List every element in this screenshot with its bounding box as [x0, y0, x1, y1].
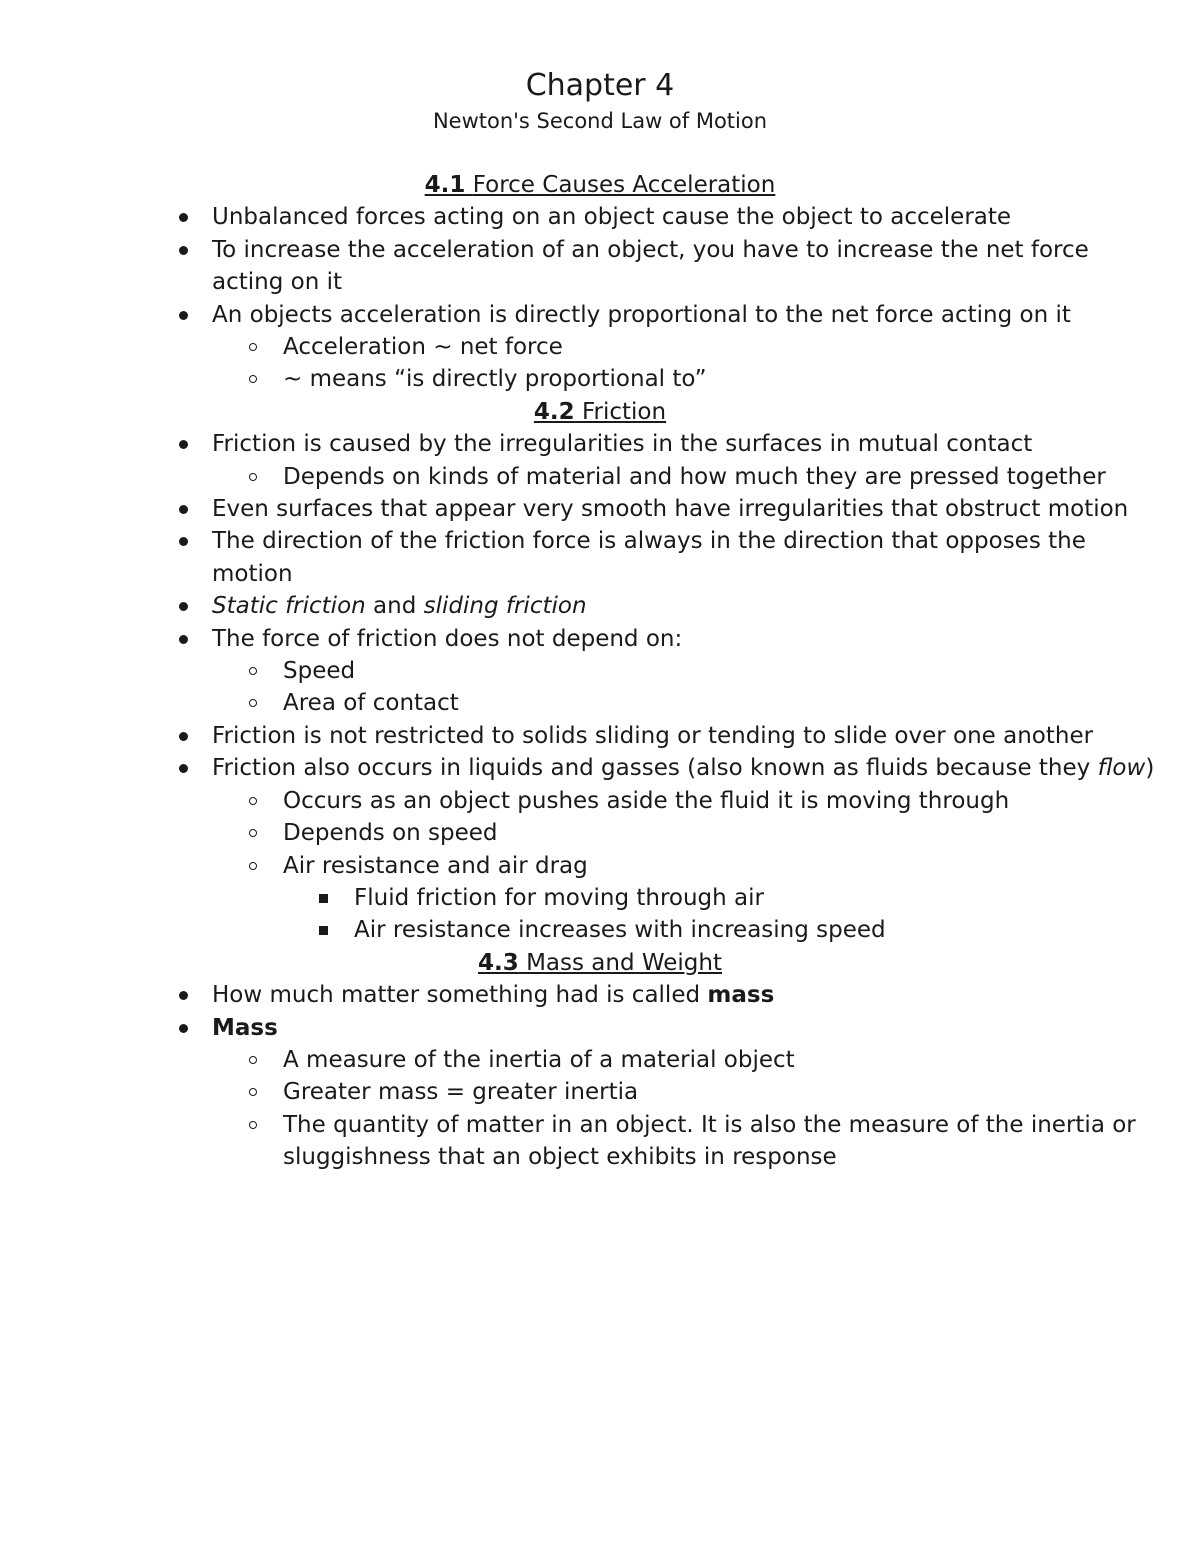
sub-list-item: [0, 363, 1200, 395]
bullet-dot-icon: [179, 213, 188, 222]
list-item-text: Depends on speed: [283, 820, 498, 847]
list-item: [0, 525, 1200, 590]
sub-sub-list-item: [0, 882, 1200, 914]
bullet-dot-icon: [179, 1024, 188, 1033]
bullet-dot-icon: [179, 505, 188, 514]
bullet-dot-icon: [179, 635, 188, 644]
bold-term: mass: [707, 982, 775, 1009]
section-number: 4.1: [424, 172, 466, 198]
bullet-circle-icon: [249, 667, 257, 675]
sub-list-item: [0, 1109, 1200, 1174]
sub-list-item: [0, 687, 1200, 719]
bullet-dot-icon: [179, 311, 188, 320]
bullet-circle-icon: [249, 343, 257, 351]
bullet-dot-icon: [179, 732, 188, 741]
list-item-text: The quantity of matter in an object. It is also the measure of the inertia or sluggishness that an object exhibits in response: [283, 1111, 1136, 1171]
section-list-4-2: [0, 428, 1200, 947]
list-item-text: Air resistance and air drag: [283, 852, 588, 879]
list-item: [0, 201, 1200, 233]
list-item: [0, 752, 1200, 784]
sub-list-item: [0, 850, 1200, 882]
bullet-square-icon: [319, 894, 328, 903]
list-item-text: Acceleration ~ net force: [283, 334, 563, 361]
sub-list-item: [0, 1044, 1200, 1076]
section-title: Force Causes Acceleration: [472, 172, 776, 198]
list-item-text: Area of contact: [283, 690, 459, 717]
page-title: Chapter 4: [525, 68, 675, 103]
list-item-text: Occurs as an object pushes aside the fluid it is moving through: [283, 787, 1010, 814]
sub-list-item: [0, 655, 1200, 687]
bullet-dot-icon: [179, 246, 188, 255]
bullet-circle-icon: [249, 1121, 257, 1129]
section-number: 4.3: [478, 949, 519, 976]
section-title: Friction: [581, 398, 667, 425]
sub-list-item: [0, 331, 1200, 363]
bullet-dot-icon: [179, 602, 188, 611]
bullet-circle-icon: [249, 829, 257, 837]
list-item: [0, 299, 1200, 331]
list-item: [0, 979, 1200, 1011]
sub-list-item: [0, 785, 1200, 817]
italic-term: Static friction: [212, 593, 366, 620]
bullet-dot-icon: [179, 764, 188, 773]
list-item-text: and: [365, 593, 424, 620]
list-item-text: Speed: [283, 658, 356, 685]
bullet-circle-icon: [249, 473, 257, 481]
list-item-text: Depends on kinds of material and how much they are pressed together: [283, 463, 1106, 490]
list-item-text: Friction is not restricted to solids sliding or tending to slide over one another: [212, 722, 1094, 749]
bullet-square-icon: [319, 926, 328, 935]
list-item: [0, 720, 1200, 752]
sub-list-item: [0, 461, 1200, 493]
notes-body: [0, 169, 1200, 1174]
list-item-text: The force of friction does not depend on:: [212, 625, 683, 652]
page-subtitle: Newton's Second Law of Motion: [432, 109, 768, 133]
bullet-circle-icon: [249, 797, 257, 805]
section-title: Mass and Weight: [526, 949, 722, 976]
list-item: [0, 1012, 1200, 1044]
list-item: [0, 234, 1200, 299]
bullet-circle-icon: [249, 375, 257, 383]
bullet-circle-icon: [249, 1088, 257, 1096]
list-item: [0, 428, 1200, 460]
bold-term: Mass: [212, 1014, 278, 1041]
list-item: [0, 623, 1200, 655]
bullet-dot-icon: [179, 537, 188, 546]
list-item-text: Greater mass = greater inertia: [283, 1079, 639, 1106]
bullet-circle-icon: [249, 862, 257, 870]
list-item-text: Even surfaces that appear very smooth have irregularities that obstruct motion: [212, 496, 1129, 523]
bullet-dot-icon: [179, 991, 188, 1000]
list-item-text: Friction also occurs in liquids and gasses (also known as fluids because they: [212, 755, 1098, 782]
sub-list-item: [0, 1076, 1200, 1108]
list-item-text: ~ means “is directly proportional to”: [283, 366, 707, 393]
italic-term: flow: [1097, 755, 1146, 782]
list-item-text: The direction of the friction force is always in the direction that opposes the motion: [212, 528, 1086, 587]
list-item-text: Friction is caused by the irregularities in the surfaces in mutual contact: [212, 431, 1033, 458]
italic-term: sliding friction: [423, 593, 587, 620]
section-heading-4-3: [0, 947, 1200, 979]
section-heading-4-2: [0, 396, 1200, 428]
section-heading-4-1: [0, 169, 1200, 201]
list-item: [0, 590, 1200, 622]
bullet-circle-icon: [249, 1056, 257, 1064]
bullet-circle-icon: [249, 699, 257, 707]
section-list-4-1: [0, 201, 1200, 395]
bullet-dot-icon: [179, 440, 188, 449]
list-item-text: To increase the acceleration of an object, you have to increase the net force acting on it: [212, 236, 1089, 296]
list-item-text: Fluid friction for moving through air: [354, 884, 764, 911]
list-item-text: Unbalanced forces acting on an object cause the object to accelerate: [212, 204, 1012, 231]
list-item-text: A measure of the inertia of a material object: [283, 1046, 795, 1073]
sub-sub-list-item: [0, 914, 1200, 946]
section-list-4-3: [0, 979, 1200, 1173]
list-item-text: ): [1145, 755, 1155, 782]
list-item-text: How much matter something had is called: [212, 982, 708, 1009]
list-item-text: Air resistance increases with increasing speed: [354, 917, 886, 944]
sub-list-item: [0, 817, 1200, 849]
list-item: [0, 493, 1200, 525]
section-number: 4.2: [533, 398, 575, 425]
list-item-text: An objects acceleration is directly proportional to the net force acting on it: [212, 301, 1071, 328]
